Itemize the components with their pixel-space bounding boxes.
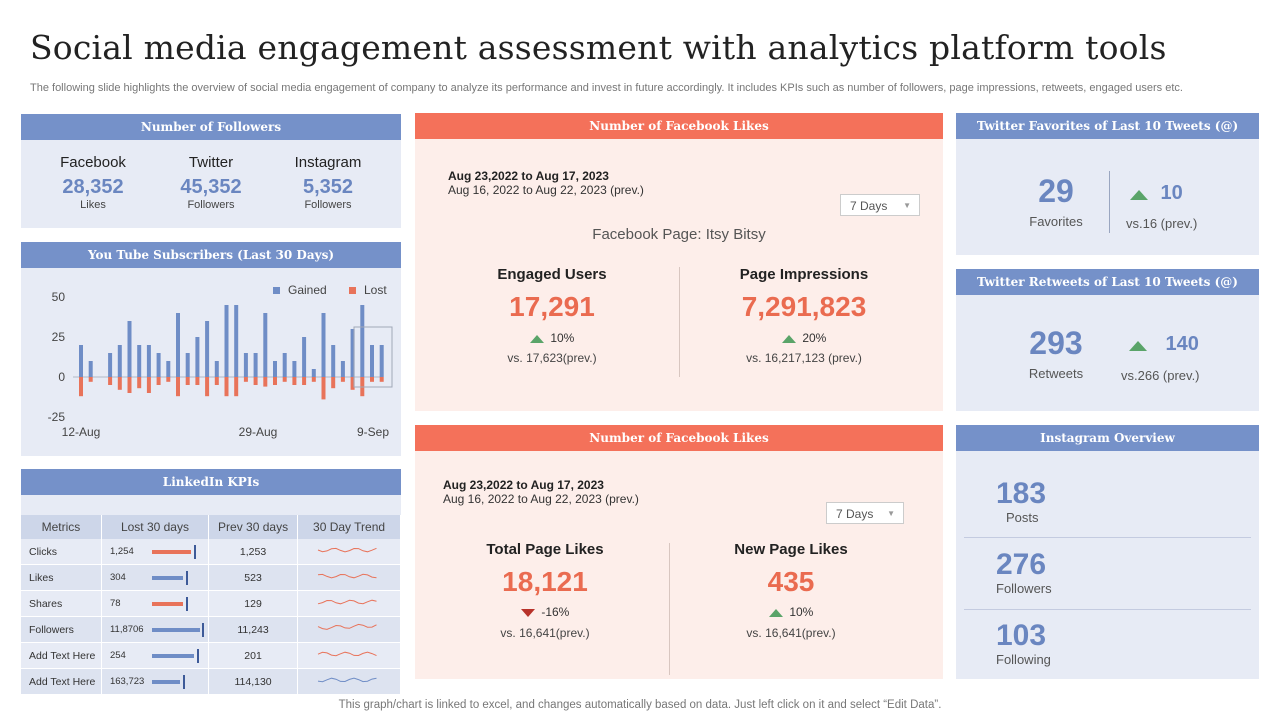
retweets-label: Retweets bbox=[1028, 366, 1084, 381]
lost-cell bbox=[101, 591, 208, 617]
period-select[interactable] bbox=[826, 502, 904, 524]
youtube-chart[interactable] bbox=[21, 268, 401, 456]
lost-bar bbox=[273, 377, 277, 385]
metric-label: New Page Likes bbox=[734, 541, 848, 558]
target-marker bbox=[186, 597, 188, 611]
lost-cell bbox=[101, 565, 208, 591]
gained-bar bbox=[380, 345, 384, 377]
followers-unit: Followers bbox=[187, 199, 235, 211]
gained-bar bbox=[166, 361, 170, 377]
retweets-prev: vs.266 (prev.) bbox=[1121, 368, 1200, 383]
followers-unit: Likes bbox=[80, 199, 106, 211]
twitter-favorites-body bbox=[956, 139, 1259, 255]
gained-bar bbox=[370, 345, 374, 377]
sparkline-path bbox=[318, 574, 377, 578]
chevron-down-icon: ▼ bbox=[887, 509, 895, 518]
lost-bar bbox=[166, 377, 170, 382]
up-arrow-icon bbox=[1129, 341, 1147, 351]
chevron-down-icon: ▼ bbox=[903, 201, 911, 210]
lost-value: 304 bbox=[109, 571, 126, 583]
lost-value: 163,723 bbox=[109, 675, 145, 687]
twitter-favorites-panel bbox=[956, 113, 1259, 255]
y-tick-label: 50 bbox=[51, 290, 65, 304]
lost-bar bbox=[234, 377, 238, 396]
metric-label: Engaged Users bbox=[497, 266, 607, 283]
youtube-body bbox=[21, 268, 401, 456]
metric-engaged-users bbox=[452, 266, 652, 365]
table-header-row bbox=[21, 515, 401, 539]
prev-range: Aug 16, 2022 to Aug 22, 2023 (prev.) bbox=[443, 492, 639, 506]
trend-cell bbox=[298, 617, 401, 643]
y-tick-label: 25 bbox=[51, 330, 65, 344]
up-arrow-icon bbox=[1130, 190, 1148, 200]
lost-bar bbox=[205, 377, 209, 396]
gained-bar bbox=[195, 337, 199, 377]
metric-change bbox=[452, 331, 652, 345]
metric-name: Add Text Here bbox=[21, 643, 101, 669]
instagram-label: Followers bbox=[996, 581, 1052, 596]
metric-prev: vs. 17,623(prev.) bbox=[507, 351, 597, 365]
column-header: Prev 30 days bbox=[208, 515, 297, 539]
lost-value: 1,254 bbox=[109, 545, 134, 557]
sparkline bbox=[298, 617, 398, 639]
metric-label: Total Page Likes bbox=[486, 541, 604, 558]
lost-bar bbox=[157, 377, 161, 385]
lost-cell bbox=[101, 643, 208, 669]
lost-value: 254 bbox=[109, 649, 126, 661]
gained-bar bbox=[215, 361, 219, 377]
metric-total-page-likes bbox=[445, 541, 645, 640]
metric-page-impressions bbox=[704, 266, 904, 365]
target-marker bbox=[194, 545, 196, 559]
gained-bar bbox=[273, 361, 277, 377]
y-tick-label: 0 bbox=[58, 370, 65, 384]
up-arrow-icon bbox=[530, 335, 544, 343]
instagram-label: Following bbox=[996, 652, 1051, 667]
period-select[interactable] bbox=[840, 194, 920, 216]
sparkline bbox=[298, 539, 398, 561]
followers-twitter bbox=[161, 154, 261, 211]
sparkline-path bbox=[318, 678, 377, 682]
table-row bbox=[21, 643, 401, 669]
sparkline-path bbox=[318, 624, 377, 629]
gained-bar bbox=[360, 305, 364, 377]
lost-bar bbox=[152, 576, 183, 580]
metric-value: 18,121 bbox=[502, 566, 588, 597]
instagram-value: 183 bbox=[996, 477, 1047, 510]
down-arrow-icon bbox=[521, 609, 535, 617]
column-header: 30 Day Trend bbox=[298, 515, 401, 539]
retweets-change bbox=[1129, 333, 1199, 356]
divider bbox=[1109, 171, 1110, 233]
instagram-value: 276 bbox=[996, 548, 1047, 581]
lost-bar bbox=[380, 377, 384, 382]
metric-name: Followers bbox=[21, 617, 101, 643]
up-arrow-icon bbox=[782, 335, 796, 343]
prev-range: Aug 16, 2022 to Aug 22, 2023 (prev.) bbox=[448, 183, 644, 197]
followers-header: Number of Followers bbox=[21, 114, 401, 140]
gained-bar bbox=[137, 345, 141, 377]
lost-bar bbox=[283, 377, 287, 382]
followers-body bbox=[21, 140, 401, 228]
lost-bar bbox=[152, 550, 191, 554]
favorites-count bbox=[1006, 173, 1106, 229]
metric-change bbox=[691, 605, 891, 619]
lost-bar bbox=[108, 377, 112, 385]
gained-bar bbox=[331, 345, 335, 377]
divider bbox=[669, 543, 670, 675]
followers-instagram bbox=[278, 154, 378, 211]
followers-facebook bbox=[43, 154, 143, 211]
prev-value: 201 bbox=[208, 643, 297, 669]
instagram-label: Posts bbox=[1006, 510, 1039, 525]
change-value: 10% bbox=[550, 331, 575, 345]
followers-name: Facebook bbox=[60, 154, 126, 171]
divider bbox=[964, 537, 1251, 538]
period-select-value: 7 Days bbox=[836, 507, 874, 521]
metric-prev: vs. 16,641(prev.) bbox=[500, 626, 590, 640]
table-row bbox=[21, 539, 401, 565]
gained-bar bbox=[157, 353, 161, 377]
fb-likes-top-panel bbox=[415, 113, 943, 411]
favorites-prev: vs.16 (prev.) bbox=[1126, 216, 1198, 231]
lost-bar bbox=[244, 377, 248, 382]
gained-bar bbox=[341, 361, 345, 377]
trend-cell bbox=[298, 591, 401, 617]
trend-cell bbox=[298, 643, 401, 669]
metric-prev: vs. 16,217,123 (prev.) bbox=[746, 351, 862, 365]
lost-bar bbox=[147, 377, 151, 393]
sparkline bbox=[298, 669, 398, 691]
page-description: The following slide highlights the overview of social media engagement of company to analyze its performance and invest in future accordingly. It includes KPIs such as number of followers, page impressions, retweets, engaged users etc. bbox=[30, 82, 1183, 94]
twitter-retweets-header: Twitter Retweets of Last 10 Tweets (@) bbox=[956, 269, 1259, 295]
lost-bar bbox=[312, 377, 316, 382]
prev-value: 1,253 bbox=[208, 539, 297, 565]
target-marker bbox=[202, 623, 204, 637]
youtube-panel bbox=[21, 242, 401, 456]
retweets-count bbox=[1006, 325, 1106, 381]
gained-bar bbox=[147, 345, 151, 377]
lost-bar bbox=[322, 377, 326, 399]
twitter-favorites-header: Twitter Favorites of Last 10 Tweets (@) bbox=[956, 113, 1259, 139]
table-row bbox=[21, 591, 401, 617]
change-value: 20% bbox=[802, 331, 827, 345]
fb-likes-bottom-header: Number of Facebook Likes bbox=[415, 425, 943, 451]
lost-cell bbox=[101, 617, 208, 643]
lost-bar bbox=[254, 377, 258, 385]
gained-bar bbox=[225, 305, 229, 377]
divider bbox=[964, 609, 1251, 610]
gained-bar bbox=[118, 345, 122, 377]
lost-bar bbox=[152, 602, 183, 606]
retweets-value: 293 bbox=[1029, 325, 1083, 361]
period-select-value: 7 Days bbox=[850, 199, 888, 213]
gained-bar bbox=[244, 353, 248, 377]
fb-likes-bottom-body bbox=[415, 451, 943, 679]
facebook-page-label: Facebook Page: Itsy Bitsy bbox=[592, 226, 766, 243]
followers-value: 5,352 bbox=[302, 176, 354, 198]
change-value: 10% bbox=[789, 605, 814, 619]
lost-bar bbox=[302, 377, 306, 385]
metric-prev: vs. 16,641(prev.) bbox=[746, 626, 836, 640]
lost-bar bbox=[118, 377, 122, 390]
up-arrow-icon bbox=[769, 609, 783, 617]
linkedin-header: LinkedIn KPIs bbox=[21, 469, 401, 495]
table-row bbox=[21, 617, 401, 643]
page-title: Social media engagement assessment with analytics platform tools bbox=[30, 28, 1167, 67]
sparkline-path bbox=[318, 548, 377, 552]
gained-bar bbox=[108, 353, 112, 377]
lost-bar bbox=[225, 377, 229, 396]
legend-lost-swatch bbox=[349, 287, 356, 294]
followers-name: Twitter bbox=[188, 154, 234, 171]
lost-bar bbox=[176, 377, 180, 396]
gained-bar bbox=[186, 353, 190, 377]
lost-bar bbox=[195, 377, 199, 385]
change-value: -16% bbox=[541, 605, 570, 619]
followers-panel bbox=[21, 114, 401, 228]
instagram-value: 103 bbox=[996, 619, 1047, 652]
prev-value: 114,130 bbox=[208, 669, 297, 695]
legend-gained-swatch bbox=[273, 287, 280, 294]
favorites-value: 29 bbox=[1038, 173, 1074, 209]
sparkline-path bbox=[318, 600, 377, 604]
lost-cell bbox=[101, 669, 208, 695]
metric-value: 17,291 bbox=[509, 291, 595, 322]
lost-bar bbox=[370, 377, 374, 382]
gained-bar bbox=[234, 305, 238, 377]
column-header: Metrics bbox=[21, 515, 101, 539]
fb-likes-top-body bbox=[415, 139, 943, 411]
metric-change bbox=[704, 331, 904, 345]
date-range: Aug 23,2022 to Aug 17, 2023 bbox=[448, 169, 609, 183]
column-header: Lost 30 days bbox=[101, 515, 208, 539]
sparkline-path bbox=[318, 652, 377, 656]
sparkline bbox=[298, 643, 398, 665]
sparkline bbox=[298, 565, 398, 587]
sparkline bbox=[298, 591, 398, 613]
legend-gained-label: Gained bbox=[288, 283, 327, 297]
metric-value: 7,291,823 bbox=[741, 291, 867, 322]
followers-value: 45,352 bbox=[180, 176, 242, 198]
gained-bar bbox=[302, 337, 306, 377]
instagram-body bbox=[956, 451, 1259, 679]
lost-cell bbox=[101, 539, 208, 565]
instagram-header: Instagram Overview bbox=[956, 425, 1259, 451]
metric-value: 435 bbox=[767, 566, 815, 597]
target-marker bbox=[186, 571, 188, 585]
linkedin-panel bbox=[21, 469, 401, 688]
prev-value: 129 bbox=[208, 591, 297, 617]
gained-bar bbox=[205, 321, 209, 377]
trend-cell bbox=[298, 539, 401, 565]
lost-bar bbox=[152, 654, 194, 658]
instagram-following bbox=[996, 620, 1051, 667]
favorites-label: Favorites bbox=[1029, 214, 1083, 229]
gained-bar bbox=[312, 369, 316, 377]
twitter-retweets-panel bbox=[956, 269, 1259, 411]
trend-cell bbox=[298, 565, 401, 591]
target-marker bbox=[197, 649, 199, 663]
gained-bar bbox=[292, 361, 296, 377]
x-tick-label: 12-Aug bbox=[61, 425, 101, 439]
lost-bar bbox=[331, 377, 335, 388]
gained-bar bbox=[89, 361, 93, 377]
youtube-header: You Tube Subscribers (Last 30 Days) bbox=[21, 242, 401, 268]
lost-bar bbox=[152, 628, 200, 632]
gained-bar bbox=[79, 345, 83, 377]
x-tick-label: 29-Aug bbox=[238, 425, 278, 439]
legend-lost-label: Lost bbox=[364, 283, 387, 297]
lost-bar bbox=[152, 680, 180, 684]
retweets-change-value: 140 bbox=[1165, 333, 1199, 355]
gained-bar bbox=[254, 353, 258, 377]
lost-bar bbox=[341, 377, 345, 382]
lost-bar bbox=[89, 377, 93, 382]
footer-note: This graph/chart is linked to excel, and changes automatically based on data. Just left click on it and select “Edit Data”. bbox=[338, 699, 942, 711]
x-tick-label: 9-Sep bbox=[356, 425, 390, 439]
table-row bbox=[21, 565, 401, 591]
fb-likes-bottom-panel bbox=[415, 425, 943, 679]
gained-bar bbox=[263, 313, 267, 377]
followers-value: 28,352 bbox=[62, 176, 124, 198]
prev-value: 11,243 bbox=[208, 617, 297, 643]
metric-name: Likes bbox=[21, 565, 101, 591]
lost-value: 78 bbox=[109, 597, 121, 609]
lost-bar bbox=[263, 377, 267, 387]
divider bbox=[679, 267, 680, 377]
instagram-followers bbox=[996, 549, 1052, 596]
followers-name: Instagram bbox=[294, 154, 362, 171]
gained-bar bbox=[322, 313, 326, 377]
y-tick-label: -25 bbox=[47, 410, 65, 424]
metric-label: Page Impressions bbox=[739, 266, 869, 283]
metric-new-page-likes bbox=[691, 541, 891, 640]
instagram-panel bbox=[956, 425, 1259, 679]
target-marker bbox=[183, 675, 185, 689]
followers-unit: Followers bbox=[304, 199, 352, 211]
favorites-change-value: 10 bbox=[1160, 182, 1183, 204]
lost-bar bbox=[128, 377, 132, 393]
metric-change bbox=[445, 605, 645, 619]
prev-value: 523 bbox=[208, 565, 297, 591]
fb-likes-top-header: Number of Facebook Likes bbox=[415, 113, 943, 139]
metric-name: Clicks bbox=[21, 539, 101, 565]
twitter-retweets-body bbox=[956, 295, 1259, 411]
lost-bar bbox=[79, 377, 83, 396]
linkedin-table bbox=[21, 515, 401, 695]
metric-name: Add Text Here bbox=[21, 669, 101, 695]
instagram-posts bbox=[996, 478, 1046, 525]
lost-bar bbox=[137, 377, 141, 388]
table-row bbox=[21, 669, 401, 695]
lost-value: 11,8706 bbox=[109, 623, 144, 635]
lost-bar bbox=[186, 377, 190, 385]
gained-bar bbox=[128, 321, 132, 377]
lost-bar bbox=[292, 377, 296, 385]
linkedin-body bbox=[21, 495, 401, 688]
favorites-change bbox=[1130, 182, 1183, 205]
date-range: Aug 23,2022 to Aug 17, 2023 bbox=[443, 478, 604, 492]
trend-cell bbox=[298, 669, 401, 695]
gained-bar bbox=[176, 313, 180, 377]
lost-bar bbox=[215, 377, 219, 385]
metric-name: Shares bbox=[21, 591, 101, 617]
gained-bar bbox=[283, 353, 287, 377]
